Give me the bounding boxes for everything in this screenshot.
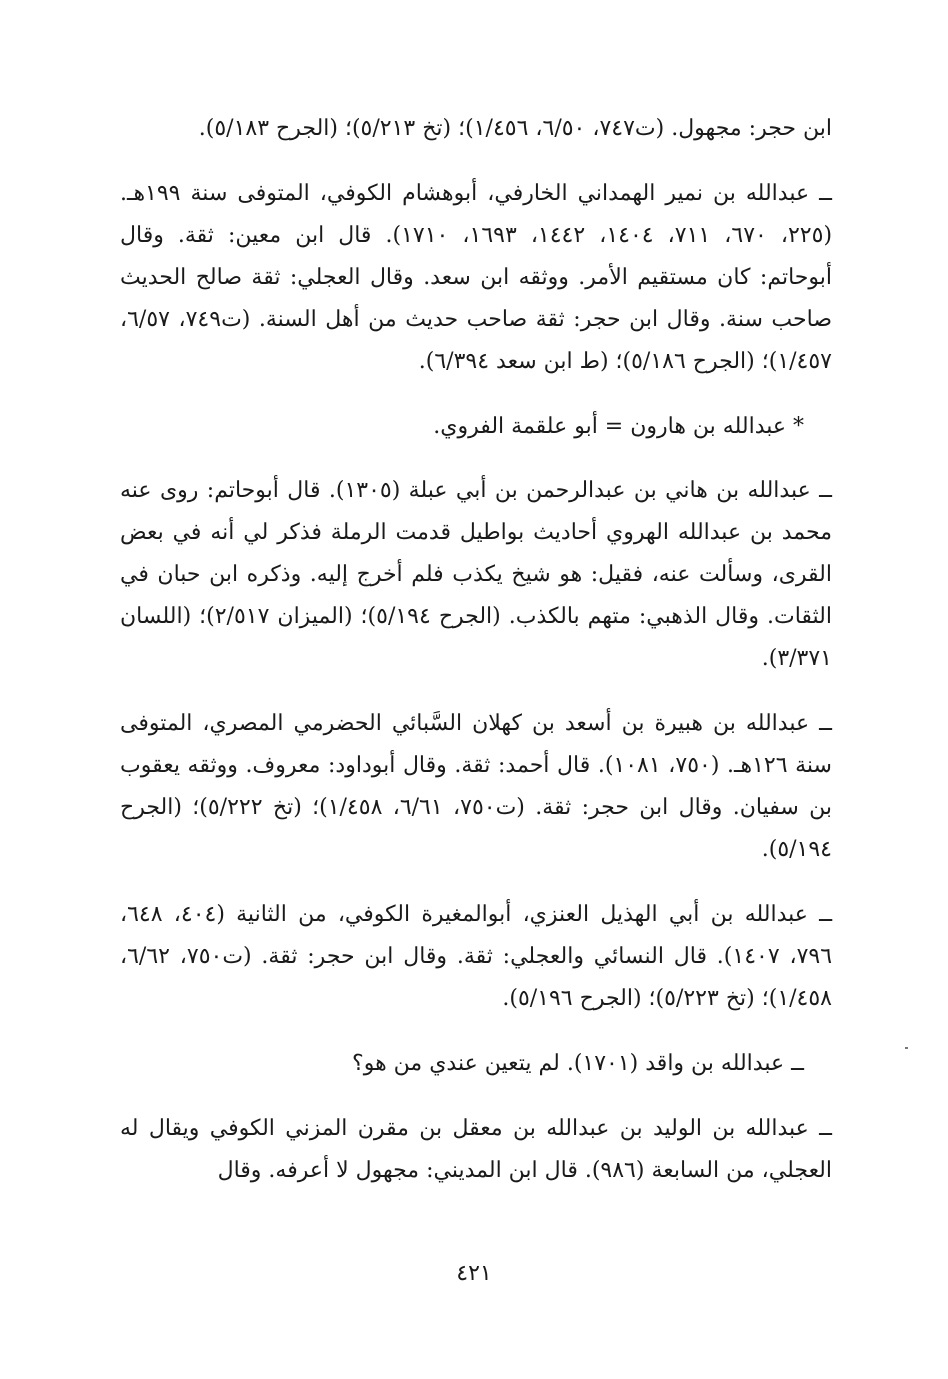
entry-abdullah-bin-numayr: ــ عبدالله بن نمير الهمداني الخارفي، أبوهشام الكوفي، المتوفى سنة ١٩٩هـ. (٢٢٥، ٦٧٠، ٧١١، ١٤٠٤، ١٤٤٢، ١٦٩٣، ١٧١٠). قال ابن معين: ثقة. وقال أبوحاتم: كان مستقيم الأمر. ووثقه ابن سعد. وقال العجلي: ثقة صالح الحديث صاحب سنة. وقال ابن حجر: ثقة صاحب حديث من أهل السنة. (ت٧٤٩، ٦/٥٧، ١/٤٥٧)؛ (الجرح ٥/١٨٦)؛ (ط ابن سعد ٦/٣٩٤). bbox=[120, 181, 833, 374]
entry-abdullah-bin-abi-al-hudhayl: ــ عبدالله بن أبي الهذيل العنزي، أبوالمغيرة الكوفي، من الثانية (٤٠٤، ٦٤٨، ٧٩٦، ١٤٠٧). قال النسائي والعجلي: ثقة. وقال ابن حجر: ثقة. (ت٧٥٠، ٦/٦٢، ١/٤٥٨)؛ (تخ ٥/٢٢٣)؛ (الجرح ٥/١٩٦). bbox=[120, 902, 833, 1011]
entry-abdullah-bin-al-walid: ــ عبدالله بن الوليد بن عبدالله بن معقل بن مقرن المزني الكوفي ويقال له العجلي، من السابعة (٩٨٦). قال ابن المديني: مجهول لا أعرفه. وقال bbox=[120, 1116, 832, 1183]
entry-abdullah-bin-waqid: ــ عبدالله بن واقد (١٧٠١). لم يتعين عندي من هو؟ bbox=[352, 1051, 804, 1076]
entry-abdullah-bin-hubayra: ــ عبدالله بن هبيرة بن أسعد بن كهلان السَّبائي الحضرمي المصري، المتوفى سنة ١٢٦هـ. (٧٥٠، ١٠٨١). قال أحمد: ثقة. وقال أبوداود: معروف. ووثقه يعقوب بن سفيان. وقال ابن حجر: ثقة. (ت٧٥٠، ٦/٦١، ١/٤٥٨)؛ (تخ ٥/٢٢٢)؛ (الجرح ٥/١٩٤). bbox=[120, 711, 833, 862]
page-number: ٤٢١ bbox=[456, 1261, 492, 1286]
entry-abdullah-bin-hani: ــ عبدالله بن هاني بن عبدالرحمن بن أبي عبلة (١٣٠٥). قال أبوحاتم: روى عنه محمد بن عبدالله الهروي أحاديث بواطيل قدمت الرملة فذكر لي أنه في بعض القرى، وسألت عنه، فقيل: هو شيخ يكذب فلم أخرج إليه. وذكره ابن حبان في الثقات. وقال الذهبي: متهم بالكذب. (الجرح ٥/١٩٤)؛ (الميزان ٢/٥١٧)؛ (اللسان ٣/٣٧١). bbox=[120, 478, 832, 671]
scan-mark bbox=[905, 1047, 908, 1049]
entry-abdullah-bin-harun: * عبدالله بن هارون = أبو علقمة الفروي. bbox=[433, 414, 804, 439]
entry-continuation: ابن حجر: مجهول. (ت٧٤٧، ٦/٥٠، ١/٤٥٦)؛ (تخ ٥/٢١٣)؛ (الجرح ٥/١٨٣). bbox=[198, 116, 832, 141]
page-body bbox=[120, 108, 832, 1215]
